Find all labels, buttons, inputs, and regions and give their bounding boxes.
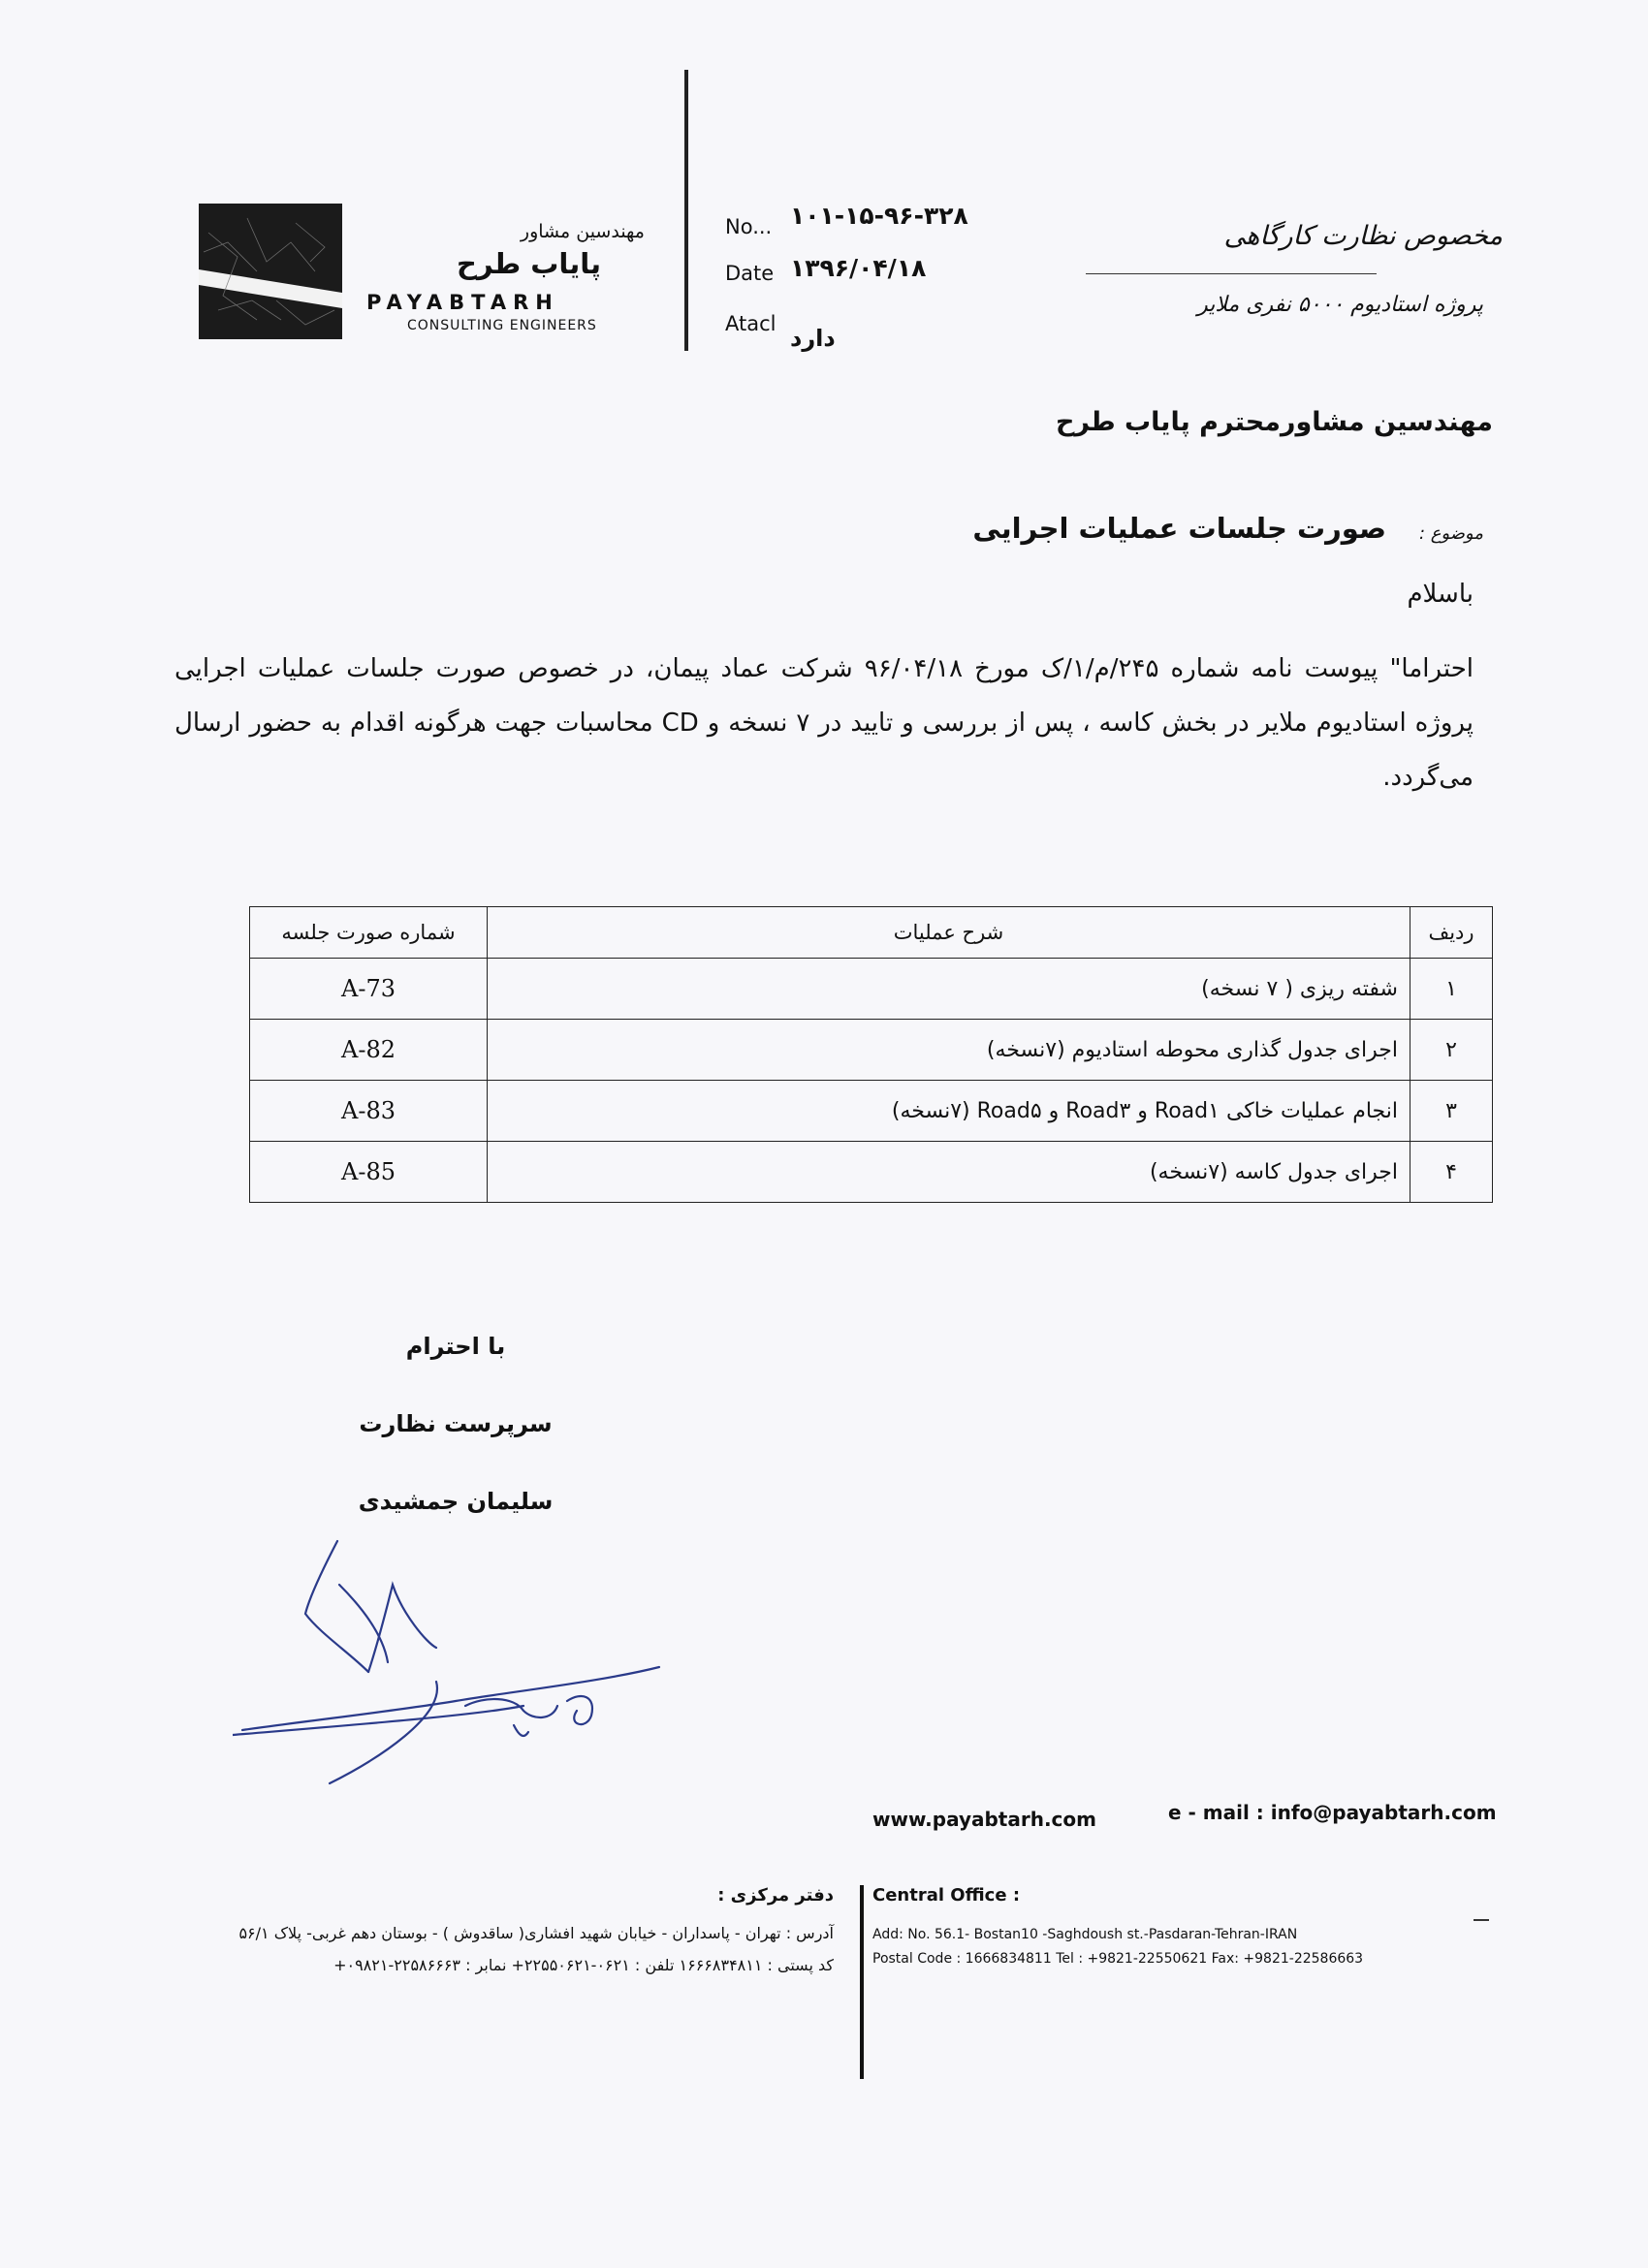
header-description: شرح عملیات	[488, 907, 1410, 959]
letter-number-value: ۱۰۱-۱۵-۹۶-۳۲۸	[790, 202, 968, 230]
office-contact-english: Postal Code : 1666834811 Tel : +9821-22550621 Fax: +9821-22586663	[872, 1951, 1364, 1967]
office-address-english: Add: No. 56.1- Bostan10 -Saghdoush st.-Pasdaran-Tehran-IRAN	[872, 1927, 1298, 1942]
project-name-stamp: پروژه استادیوم ۵۰۰۰ نفری ملایر	[1197, 293, 1483, 317]
signer-title: سرپرست نظارت	[359, 1410, 553, 1437]
body-paragraph: احتراما" پیوست نامه شماره ۲۴۵/م/۱/ک مورخ ۹۶/۰۴/۱۸ شرکت عماد پیمان، در خصوص صورت جلسات عملیات اجرایی پروژه استادیوم ملایر در بخش کاسه ، پس از بررسی و تایید در ۷ نسخه و CD محاسبات جهت هرگونه اقدام به حضور ارسال می‌گردد.	[174, 654, 1474, 792]
row-description: اجرای جدول گذاری محوطه استادیوم (۷نسخه)	[488, 1020, 1410, 1081]
row-description: اجرای جدول کاسه (۷نسخه)	[488, 1142, 1410, 1203]
header-divider	[684, 70, 688, 351]
letter-date-value: ۱۳۹۶/۰۴/۱۸	[790, 254, 927, 282]
greeting: باسلام	[1407, 580, 1474, 609]
footer-website: www.payabtarh.com	[872, 1808, 1096, 1831]
site-supervision-stamp: مخصوص نظارت کارگاهی	[1223, 221, 1503, 251]
row-description: انجام عملیات خاکی Road۱ و Road۳ و Road۵ (۷نسخه)	[488, 1081, 1410, 1142]
table-header-row	[250, 907, 1493, 959]
firm-name-persian: پایاب طرح	[456, 247, 601, 280]
row-minutes-number: A-83	[250, 1081, 488, 1142]
letter-date-label: Date	[725, 262, 775, 285]
company-logo	[199, 204, 342, 339]
attachment-value: دارد	[790, 325, 836, 352]
office-title-english: Central Office :	[872, 1885, 1021, 1906]
office-title-persian: دفتر مرکزی :	[717, 1885, 834, 1906]
table-row	[250, 1020, 1493, 1081]
footer-email: e - mail : info@payabtarh.com	[1168, 1801, 1497, 1824]
office-contact-persian: کد پستی : ۱۶۶۶۸۳۴۸۱۱ تلفن : ۰۶۲۱-۲۲۵۵۰۶۲۱+ نمابر : ۲۲۵۸۶۶۶۳-۰۹۸۲۱+	[333, 1956, 834, 1974]
firm-subtitle-english: CONSULTING ENGINEERS	[407, 318, 597, 333]
recipient: مهندسین مشاورمحترم پایاب طرح	[1055, 407, 1493, 437]
row-number: ۲	[1410, 1020, 1493, 1081]
closing-regards: با احترام	[405, 1333, 506, 1360]
firm-name-prefix: مهندسین مشاور	[520, 221, 645, 242]
firm-name-english: PAYABTARH	[366, 291, 559, 314]
margin-mark	[1474, 1919, 1489, 1921]
row-number: ۴	[1410, 1142, 1493, 1203]
signer-name: سلیمان جمشیدی	[358, 1488, 554, 1515]
header-row-number: ردیف	[1410, 907, 1493, 959]
office-address-persian: آدرس : تهران - پاسداران - خیابان شهید افشاری( ساقدوش ) - بوستان دهم غربی- پلاک ۵۶/۱	[238, 1924, 834, 1942]
stamp-underline	[1086, 273, 1377, 274]
subject-label: موضوع :	[1418, 523, 1483, 544]
row-number: ۳	[1410, 1081, 1493, 1142]
footer-divider	[860, 1885, 864, 2079]
row-minutes-number: A-82	[250, 1020, 488, 1081]
table-row	[250, 1081, 1493, 1142]
header-minutes-number: شماره صورت جلسه	[250, 907, 488, 959]
row-minutes-number: A-73	[250, 959, 488, 1020]
table-row	[250, 1142, 1493, 1203]
letter-number-label: No...	[725, 215, 773, 238]
row-minutes-number: A-85	[250, 1142, 488, 1203]
handwritten-signature	[233, 1527, 679, 1817]
row-number: ۱	[1410, 959, 1493, 1020]
operations-table	[249, 906, 1493, 1203]
row-description: شفته ریزی ( ۷ نسخه)	[488, 959, 1410, 1020]
attachment-label: Atacl	[725, 312, 776, 335]
table-row	[250, 959, 1493, 1020]
subject-text: صورت جلسات عملیات اجرایی	[972, 512, 1386, 545]
logo-graphic	[199, 204, 342, 339]
